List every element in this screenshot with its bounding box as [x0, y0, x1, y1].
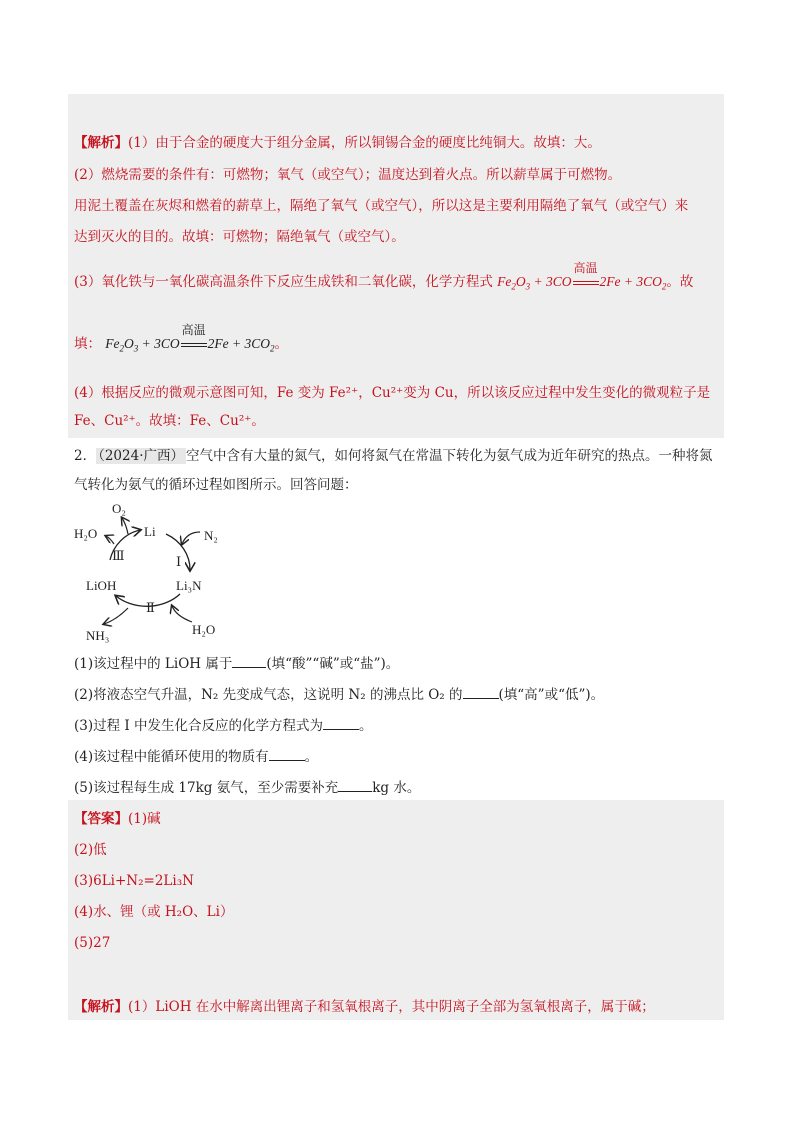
question-2-stem-2: 气转化为氨气的循环过程如图所示。回答问题： [74, 477, 358, 493]
analysis-line-3: 用泥土覆盖在灰烬和燃着的薪草上，隔绝了氧气（或空气），所以这是主要利用隔绝了氧气（或空气）来 [74, 198, 689, 214]
analysis-tag: 【解析】 [74, 135, 128, 151]
sub-question-3-end: 。 [359, 718, 373, 734]
analysis-text-eq-intro: (3）氧化铁与一氧化碳高温条件下反应生成铁和二氧化碳，化学方程式 [74, 274, 493, 290]
sub-question-1-text: (1)该过程中的 LiOH 属于 [74, 656, 233, 672]
label-li3n: Li₃N [176, 578, 202, 593]
answer-line-4: (4)水、锂（或 H₂O、Li） [74, 904, 234, 920]
answer-1: (1)碱 [128, 811, 161, 827]
label-h2o-bottom: H₂O [192, 622, 216, 637]
analysis-text: (1）由于合金的硬度大于组分金属，所以铜锡合金的硬度比纯铜大。故填：大。 [128, 135, 601, 151]
nitrogen-cycle-diagram [72, 498, 252, 648]
question-stem-text: 空气中含有大量的氮气，如何将氮气在常温下转化为氨气成为近年研究的热点。一种将氮 [186, 448, 713, 464]
sub-question-1 [74, 655, 399, 673]
answer-blank-4[interactable] [269, 748, 305, 761]
analysis-line-6 [74, 323, 289, 358]
sub-question-4 [74, 748, 318, 766]
question-source: （2024·广西） [98, 448, 184, 464]
sub-question-3-text: (3)过程 I 中发生化合反应的化学方程式为 [74, 718, 324, 734]
answer-tag: 【答案】 [74, 811, 128, 827]
label-h2o-left: H₂O [74, 526, 98, 541]
analysis-line-8: Fe、Cu²⁺。故填：Fe、Cu²⁺。 [74, 413, 265, 429]
label-n2: N₂ [204, 528, 218, 543]
answer-line-1 [74, 810, 161, 828]
nh3-arrow [104, 608, 128, 624]
analysis-line-4: 达到灭火的目的。故填：可燃物；隔绝氧气（或空气）。 [74, 229, 405, 245]
chemical-equation: $Fe_2O_3 + 3CO$ 高温 $2Fe + 3CO_2$ [497, 261, 667, 292]
answer-blank-1[interactable] [232, 655, 266, 668]
analysis-line-7: (4）根据反应的微观示意图可知，Fe 变为 Fe²⁺，Cu²⁺变为 Cu，所以该反应过程中发生变化的微观粒子是 [74, 385, 711, 401]
analysis-line-1 [74, 134, 601, 152]
answer-line-5: (5)27 [74, 935, 111, 951]
sub-question-2-text: (2)将液态空气升温，N₂ 先变成气态，这说明 N₂ 的沸点比 O₂ 的 [74, 687, 463, 703]
label-nh3: NH₃ [86, 628, 110, 643]
question-2-stem-1 [74, 447, 713, 465]
analysis-fill-label: 填： [74, 336, 101, 352]
analysis-text-eq-end: 。故 [666, 274, 694, 290]
label-li: Li [144, 524, 156, 539]
analysis-line-5 [74, 261, 694, 296]
sub-question-5-unit: kg 水。 [372, 780, 421, 796]
answer-line-2: (2)低 [74, 842, 107, 858]
label-o2: O₂ [112, 501, 126, 516]
h2o-bottom-arrow [172, 606, 192, 622]
answer-line-3: (3)6Li+N₂=2Li₃N [74, 873, 194, 889]
sub-question-2-hint: (填“高”或“低”)。 [498, 687, 605, 703]
answer-blank-3[interactable] [323, 717, 359, 730]
eq-condition-2: 高温 [181, 323, 206, 337]
o2-arrow [122, 518, 128, 534]
n2-arrow [182, 532, 200, 544]
analysis2-line-1 [74, 998, 655, 1016]
sub-question-5-text: (5)该过程每生成 17kg 氨气，至少需要补充 [74, 780, 339, 796]
eq-condition: 高温 [573, 261, 598, 275]
sub-question-5 [74, 779, 420, 797]
analysis-fill-end: 。 [274, 336, 289, 352]
sub-question-3 [74, 717, 373, 735]
question-number: 2． [74, 448, 97, 464]
answer-blank-2[interactable] [463, 686, 499, 699]
label-roman-3: Ⅲ [112, 548, 125, 563]
chemical-equation-answer: $Fe_2O_3 + 3CO$ 高温 $2Fe + 3CO_2$ [105, 323, 275, 354]
answer-blank-5[interactable] [338, 779, 372, 792]
sub-question-4-end: 。 [304, 749, 319, 765]
analysis2-tag: 【解析】 [74, 999, 128, 1015]
label-roman-2: Ⅱ [146, 600, 155, 615]
analysis2-text: (1）LiOH 在水中解离出锂离子和氢氧根离子，其中阴离子全部为氢氧根离子，属于碱； [128, 999, 655, 1015]
sub-question-4-text: (4)该过程中能循环使用的物质有 [74, 749, 269, 765]
label-roman-1: Ⅰ [176, 554, 182, 569]
h2o-left-arrow [106, 536, 114, 544]
sub-question-2 [74, 686, 604, 704]
label-lioh: LiOH [86, 578, 117, 593]
sub-question-1-hint: (填“酸”“碱”或“盐”)。 [266, 656, 400, 672]
analysis-line-2: (2）燃烧需要的条件有：可燃物；氧气（或空气）；温度达到着火点。所以薪草属于可燃物。 [74, 167, 622, 183]
